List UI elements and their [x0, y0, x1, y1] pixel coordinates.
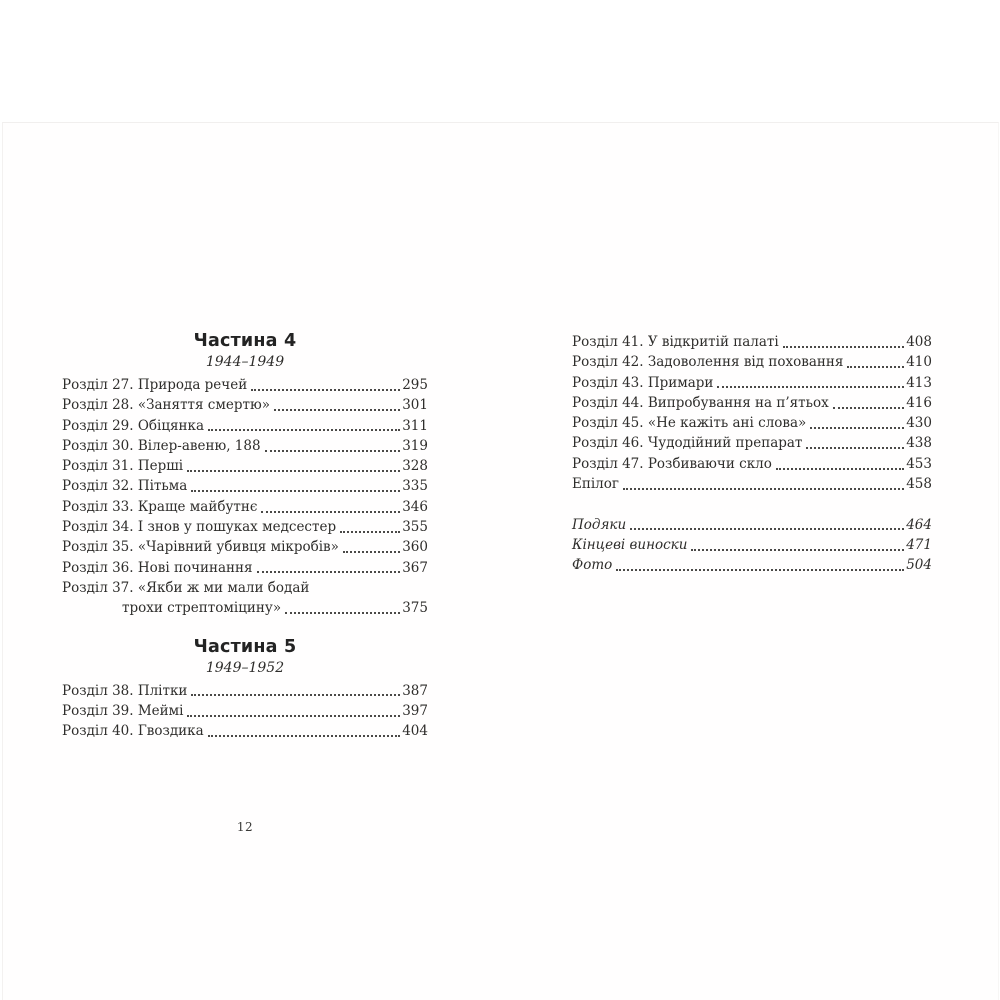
toc-entry	[572, 332, 932, 352]
toc-entry-label: Розділ 39. Меймі	[62, 702, 184, 719]
toc-entry-page: 464	[906, 516, 932, 533]
toc-entry-label: Розділ 43. Примари	[572, 374, 714, 391]
toc-entry-label: Розділ 42. Задоволення від поховання	[572, 354, 844, 371]
toc-entry	[62, 517, 428, 537]
toc-entry	[62, 578, 428, 598]
part-heading: Частина 5	[193, 636, 297, 657]
toc-section	[62, 636, 428, 742]
dot-leader	[191, 490, 400, 492]
toc-entry	[572, 393, 932, 413]
dot-leader	[285, 612, 400, 614]
dot-leader	[187, 715, 400, 717]
dot-leader	[783, 346, 905, 348]
toc-entry-page: 413	[906, 374, 932, 391]
toc-entry	[62, 701, 428, 721]
toc-entry-page: 335	[402, 478, 428, 495]
toc-entry	[62, 721, 428, 741]
toc-entry	[572, 413, 932, 433]
toc-entry-label: Розділ 46. Чудодійний препарат	[572, 435, 803, 452]
toc-entry	[62, 558, 428, 578]
dot-leader	[717, 386, 904, 388]
toc-entry-label: Розділ 27. Природа речей	[62, 377, 248, 393]
toc-entry-label: Епілог	[572, 476, 619, 493]
toc-entry-page: 408	[906, 334, 932, 350]
toc-entry	[62, 375, 428, 395]
toc-entry-page: 410	[906, 354, 932, 371]
dot-leader	[274, 409, 400, 411]
part-dates: 1944–1949	[205, 354, 285, 370]
toc-entry-page: 360	[402, 539, 428, 556]
toc-entry-label: Розділ 29. Обіцянка	[62, 417, 205, 434]
toc-entry-page: 328	[402, 458, 428, 475]
dot-leader	[265, 450, 401, 452]
toc-entry-label: Розділ 38. Плітки	[62, 682, 188, 699]
toc-entry	[572, 352, 932, 372]
toc-entry	[572, 515, 932, 535]
dot-leader	[191, 694, 400, 696]
dot-leader	[833, 407, 904, 409]
toc-entry-page: 458	[906, 476, 932, 493]
toc-entry-page: 453	[906, 455, 932, 472]
toc-entry-label: Розділ 28. «Заняття смертю»	[62, 397, 270, 414]
toc-entry	[62, 497, 428, 517]
toc-entry-label: Фото	[572, 557, 613, 574]
toc-entry-label: трохи стрептоміцину»	[122, 600, 282, 617]
toc-entry	[62, 436, 428, 456]
toc-right-column	[572, 332, 932, 576]
toc-entry-page: 367	[402, 559, 428, 576]
dot-leader	[261, 511, 400, 513]
dot-leader	[208, 735, 401, 737]
toc-entry-label: Кінцеві виноски	[572, 536, 688, 553]
toc-entry-page: 387	[402, 682, 428, 699]
dot-leader	[208, 429, 400, 431]
dot-leader	[616, 569, 904, 571]
toc-entry-label: Розділ 36. Нові починання	[62, 559, 253, 576]
toc-entry-label: Розділ 45. «Не кажіть ані слова»	[572, 415, 807, 432]
dot-leader	[776, 468, 904, 470]
toc-entry	[572, 454, 932, 474]
toc-entry-label: Розділ 47. Розбиваючи скло	[572, 455, 772, 472]
toc-entry	[62, 395, 428, 415]
toc-section	[62, 330, 428, 619]
toc-entry	[572, 555, 932, 575]
toc-entry-label: Розділ 40. Гвоздика	[62, 723, 204, 740]
toc-entry-page: 471	[906, 536, 932, 553]
dot-leader	[251, 389, 400, 391]
page-number: 12	[236, 820, 254, 834]
toc-entry-page: 319	[402, 437, 428, 454]
toc-entry-page: 301	[402, 397, 428, 414]
dot-leader	[623, 488, 904, 490]
dot-leader	[847, 366, 904, 368]
toc-entry-page: 504	[906, 557, 932, 574]
toc-entry	[62, 681, 428, 701]
toc-entry-label: Подяки	[572, 516, 627, 533]
toc-entry-wrap-line	[62, 598, 428, 618]
toc-entry-label: Розділ 32. Пітьма	[62, 478, 188, 495]
dot-leader	[340, 531, 400, 533]
toc-entry	[572, 433, 932, 453]
toc-entry	[62, 456, 428, 476]
dot-leader	[257, 571, 401, 573]
toc-left-column	[62, 330, 428, 741]
toc-entry	[62, 537, 428, 557]
dot-leader	[691, 549, 904, 551]
toc-entry	[572, 535, 932, 555]
toc-entry-page: 346	[402, 498, 428, 515]
dot-leader	[343, 551, 400, 553]
dot-leader	[187, 470, 400, 472]
toc-entry-label: Розділ 44. Випробування на п’ятьох	[572, 394, 829, 411]
toc-entry-page: 397	[402, 702, 428, 719]
part-heading: Частина 4	[193, 331, 297, 351]
toc-entry-page: 416	[906, 394, 932, 411]
toc-entry-page: 355	[402, 519, 428, 536]
toc-entry-page: 295	[402, 377, 428, 393]
toc-entry	[62, 416, 428, 436]
toc-entry-label: Розділ 37. «Якби ж ми мали бодай	[62, 579, 310, 596]
toc-entry-label: Розділ 41. У відкритій палаті	[572, 334, 779, 350]
dot-leader	[806, 447, 904, 449]
toc-entry-label: Розділ 31. Перші	[62, 458, 184, 475]
toc-entry	[62, 476, 428, 496]
column-gap	[572, 494, 932, 514]
toc-entry-page: 404	[402, 723, 428, 740]
toc-entry-page: 311	[402, 417, 428, 434]
toc-entry-page: 375	[402, 600, 428, 617]
toc-entry	[572, 373, 932, 393]
part-dates: 1949–1952	[205, 659, 285, 676]
dot-leader	[810, 427, 904, 429]
toc-entry-label: Розділ 33. Краще майбутнє	[62, 498, 258, 515]
toc-entry-label: Розділ 34. І знов у пошуках медсестер	[62, 519, 337, 536]
toc-entry-page: 430	[906, 415, 932, 432]
toc-entry-label: Розділ 30. Вілер-авеню, 188	[62, 437, 261, 454]
toc-entry	[572, 474, 932, 494]
toc-entry-page: 438	[906, 435, 932, 452]
toc-entry-label: Розділ 35. «Чарівний убивця мікробів»	[62, 539, 339, 556]
dot-leader	[630, 528, 904, 530]
